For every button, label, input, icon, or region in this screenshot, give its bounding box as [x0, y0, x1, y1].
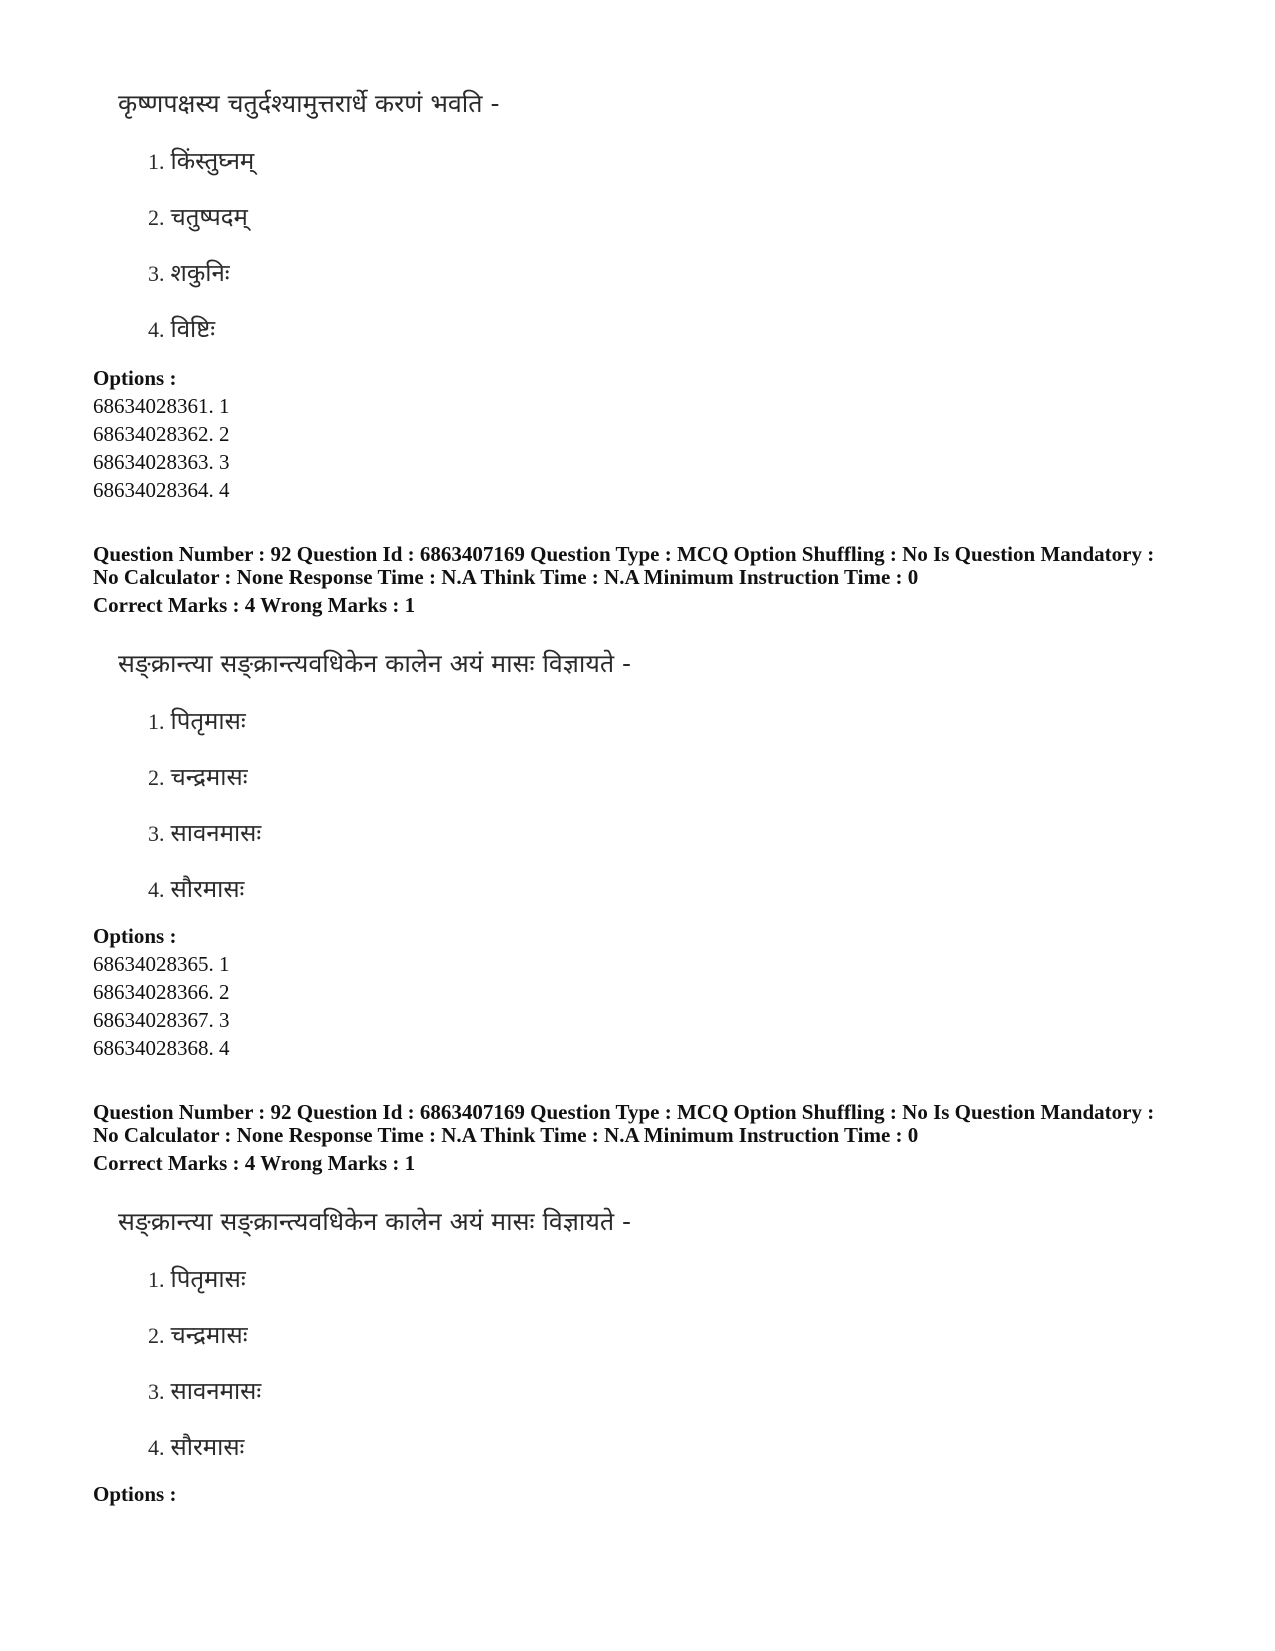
choice-text: सौरमासः [170, 1433, 245, 1461]
choice-item [148, 256, 230, 289]
option-id-row: 68634028366. 2 [93, 980, 230, 1004]
choice-number: 3. [148, 261, 165, 286]
choice-item [148, 144, 254, 177]
choice-item [148, 1374, 261, 1407]
choice-text: शकुनिः [170, 259, 230, 287]
choice-number: 1. [148, 709, 165, 734]
choice-number: 4. [148, 877, 165, 902]
question-text: सङ्क्रान्त्या सङ्क्रान्त्यवधिकेन कालेन अयं मासः विज्ञायते - [118, 649, 632, 678]
option-id-row: 68634028368. 4 [93, 1036, 230, 1060]
choice-item [148, 312, 215, 345]
choice-number: 2. [148, 1323, 165, 1348]
options-label: Options : [93, 1482, 177, 1506]
choice-item [148, 1262, 246, 1295]
question-marks: Correct Marks : 4 Wrong Marks : 1 [93, 1151, 416, 1175]
choice-item [148, 760, 248, 793]
choice-number: 2. [148, 765, 165, 790]
question-meta-line: No Calculator : None Response Time : N.A Think Time : N.A Minimum Instruction Time : 0 [93, 565, 919, 589]
choice-number: 4. [148, 1435, 165, 1460]
choice-text: सौरमासः [170, 875, 245, 903]
question-marks: Correct Marks : 4 Wrong Marks : 1 [93, 593, 416, 617]
choice-item [148, 872, 244, 905]
option-id-row: 68634028362. 2 [93, 422, 230, 446]
choice-text: सावनमासः [170, 1377, 262, 1405]
choice-item [148, 1318, 248, 1351]
choice-item [148, 704, 246, 737]
choice-text: पितृमासः [170, 1265, 246, 1293]
choice-number: 3. [148, 1379, 165, 1404]
question-text: सङ्क्रान्त्या सङ्क्रान्त्यवधिकेन कालेन अयं मासः विज्ञायते - [118, 1207, 632, 1236]
choice-text: चन्द्रमासः [170, 1321, 248, 1349]
choice-text: किंस्तुघ्नम् [170, 147, 255, 175]
choice-number: 4. [148, 317, 165, 342]
option-id-row: 68634028365. 1 [93, 952, 230, 976]
question-meta-line: Question Number : 92 Question Id : 6863407169 Question Type : MCQ Option Shuffling : No Is Question Mandatory : [93, 1100, 1155, 1124]
choice-text: पितृमासः [170, 707, 246, 735]
choice-item [148, 200, 248, 233]
option-id-row: 68634028367. 3 [93, 1008, 230, 1032]
option-id-row: 68634028363. 3 [93, 450, 230, 474]
choice-number: 1. [148, 149, 165, 174]
question-meta-line: Question Number : 92 Question Id : 6863407169 Question Type : MCQ Option Shuffling : No Is Question Mandatory : [93, 542, 1155, 566]
options-label: Options : [93, 924, 177, 948]
choice-text: विष्टिः [170, 315, 216, 343]
question-meta-line: No Calculator : None Response Time : N.A Think Time : N.A Minimum Instruction Time : 0 [93, 1123, 919, 1147]
options-label: Options : [93, 366, 177, 390]
choice-text: सावनमासः [170, 819, 262, 847]
question-text: कृष्णपक्षस्य चतुर्दश्यामुत्तरार्धे करणं भवति - [118, 89, 500, 118]
choice-number: 2. [148, 205, 165, 230]
choice-item [148, 816, 261, 849]
choice-text: चतुष्पदम् [170, 203, 248, 231]
choice-item [148, 1430, 244, 1463]
choice-number: 1. [148, 1267, 165, 1292]
option-id-row: 68634028361. 1 [93, 394, 230, 418]
choice-text: चन्द्रमासः [170, 763, 248, 791]
option-id-row: 68634028364. 4 [93, 478, 230, 502]
choice-number: 3. [148, 821, 165, 846]
